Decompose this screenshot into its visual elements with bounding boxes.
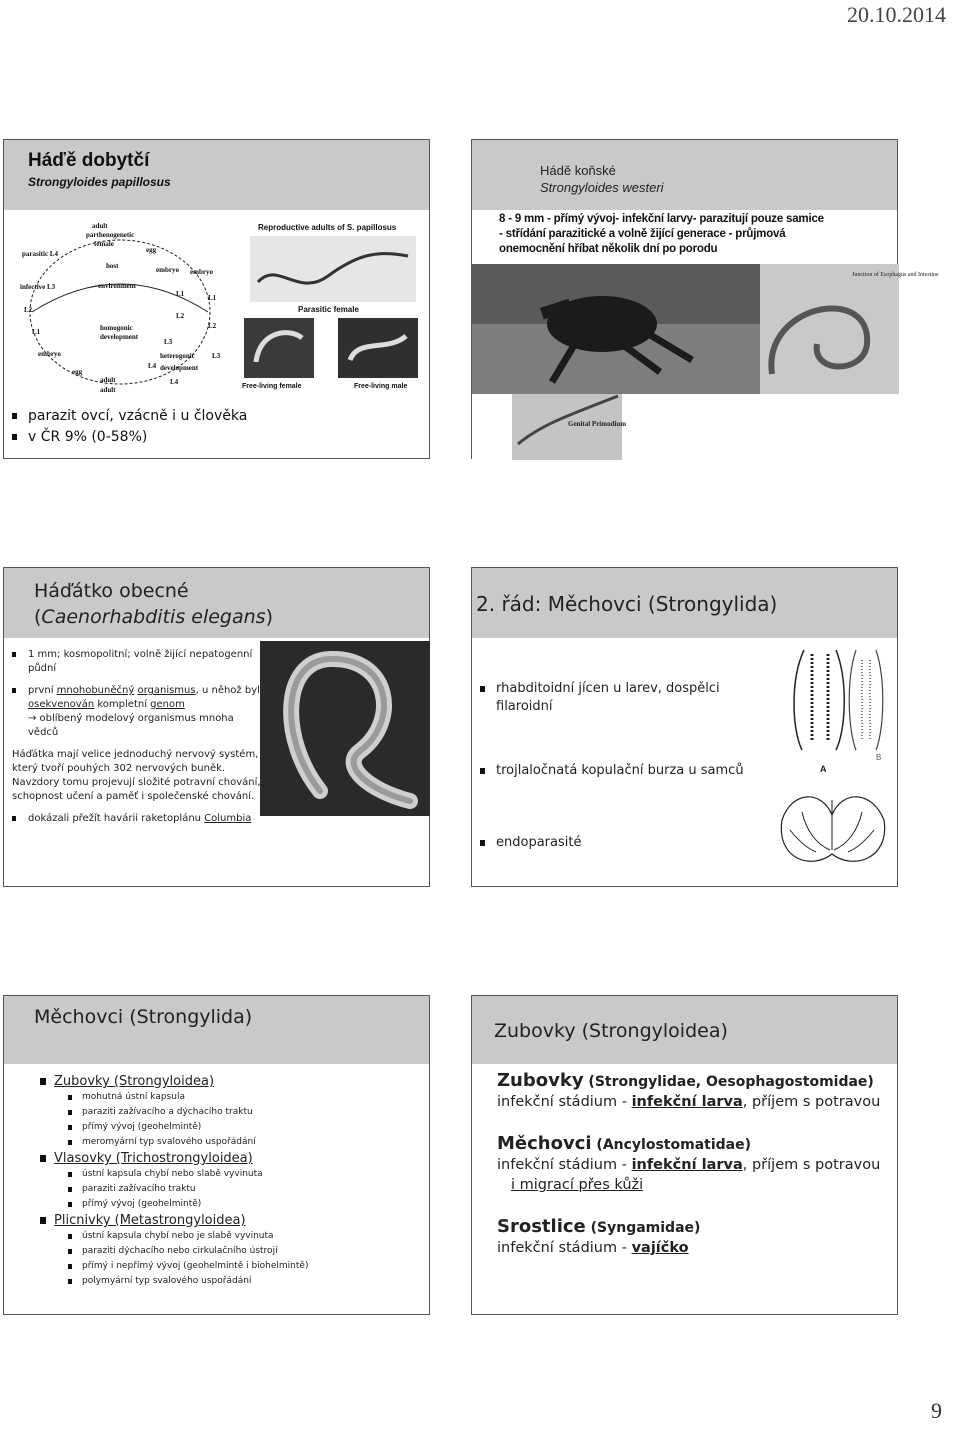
sub-item: ústní kapsula chybí nebo slabě vyvinuta xyxy=(68,1167,430,1182)
group-heading xyxy=(40,1073,430,1090)
label-heterogonic: heterogonic xyxy=(160,352,195,360)
label-l4: L4 xyxy=(148,362,157,370)
stage-emphasis: infekční larva xyxy=(631,1094,743,1110)
label-infective-l3: infective L3 xyxy=(20,283,56,291)
text-run: dokázali přežít havárii raketoplánu xyxy=(28,813,205,824)
label-l2: L2 xyxy=(24,306,33,314)
esophagus-and-bursa-drawing xyxy=(772,640,899,888)
stage-emphasis: vajíčko xyxy=(631,1240,689,1256)
photo-caption-parasitic: Parasitic female xyxy=(298,305,359,314)
label-embryo: embryo xyxy=(156,266,179,274)
label-l1-2: L1 xyxy=(208,294,217,302)
slide-strongyloides-papillosus xyxy=(3,139,430,459)
label-development: development xyxy=(100,333,139,341)
reproductive-adults-photo xyxy=(238,220,424,390)
family-stage-continued xyxy=(497,1175,897,1195)
label-host: host xyxy=(106,262,119,270)
label-adult-2: adult xyxy=(100,376,116,384)
desc-line: onemocnění hříbat několik dní po porodu xyxy=(499,243,718,255)
label-egg-2: egg xyxy=(72,368,83,376)
label-adult: adult xyxy=(92,222,108,230)
label-a: A xyxy=(820,764,827,774)
family-block xyxy=(497,1217,897,1258)
bullet-list xyxy=(12,648,262,740)
bullet-item xyxy=(12,684,262,740)
slide-strongylida-order xyxy=(471,567,898,887)
stage-emphasis: infekční larva xyxy=(631,1157,743,1173)
family-detail: (Strongylidae, Oesophagostomidae) xyxy=(583,1074,874,1090)
slide-title: Zubovky (Strongyloidea) xyxy=(472,996,897,1064)
group-heading xyxy=(40,1150,430,1167)
label-l1: L1 xyxy=(176,290,185,298)
family-detail: (Syngamidae) xyxy=(585,1220,701,1236)
life-cycle-diagram xyxy=(8,216,228,394)
slide-description xyxy=(499,212,824,257)
family-block xyxy=(497,1134,897,1195)
slide-body xyxy=(40,1073,430,1289)
label-adult-3: adult xyxy=(100,386,116,394)
species-name: Caenorhabditis elegans xyxy=(41,606,266,628)
text-run: infekční stádium - xyxy=(497,1094,632,1110)
label-l3: L3 xyxy=(164,338,173,346)
sub-item: mohutná ústní kapsula xyxy=(68,1090,430,1105)
family-name: Srostlice xyxy=(497,1216,586,1237)
family-block xyxy=(497,1071,897,1112)
sub-item: paraziti zažívacího traktu xyxy=(68,1182,430,1197)
label-embryo-3: embryo xyxy=(38,350,61,358)
sub-list xyxy=(40,1229,430,1289)
slide-strongyloides-westeri xyxy=(471,139,939,459)
slide-title: Háďě dobytčí xyxy=(28,150,150,171)
photo-caption-female: Free-living female xyxy=(242,383,302,390)
label-development-2: development xyxy=(160,364,199,372)
link-genom[interactable]: genom xyxy=(150,699,185,710)
family-detail: (Ancylostomatidae) xyxy=(591,1137,751,1153)
sub-item: paraziti dýchacího nebo cirkulačního ústrojí xyxy=(68,1244,430,1259)
family-name: Zubovky xyxy=(497,1070,584,1091)
label-l1-3: L1 xyxy=(32,328,41,336)
slide-subtitle: (Caenorhabditis elegans) xyxy=(34,606,273,628)
slide-title: 2. řád: Měchovci (Strongylida) xyxy=(472,568,897,638)
label-l2-3: L2 xyxy=(208,322,217,330)
slide-strongylida-groups xyxy=(3,995,430,1315)
slide-title: Háďátko obecné xyxy=(34,580,189,602)
link-mnohobunecny[interactable]: mnohobuněčný xyxy=(56,685,135,696)
sub-item: přímý vývoj (geohelmintě) xyxy=(68,1197,430,1212)
photo-caption-top: Reproductive adults of S. papillosus xyxy=(258,223,397,232)
text-run: infekční stádium - xyxy=(497,1240,632,1256)
family-stage xyxy=(497,1238,897,1258)
sub-item: přímý i nepřímý vývoj (geohelmintě i biohelmintě) xyxy=(68,1259,430,1274)
label-environment: environment xyxy=(98,282,136,290)
text-run: infekční stádium - xyxy=(497,1157,632,1173)
slide-header xyxy=(4,140,429,210)
group-name: Plicnivky (Metastrongyloidea) xyxy=(54,1213,246,1228)
label-parthenogenetic: parthenogenetic xyxy=(86,231,135,239)
bullet-item: rhabditoidní jícen u larev, dospělci filaroidní xyxy=(480,680,780,716)
family-heading xyxy=(497,1071,897,1092)
bullet-list xyxy=(480,680,780,852)
family-heading xyxy=(497,1217,897,1238)
family-heading xyxy=(497,1134,897,1155)
bullet-item xyxy=(12,812,262,826)
bullet-item: parazit ovcí, vzácně i u člověka xyxy=(12,408,247,424)
bullet-item: trojlaločnatá kopulační burza u samců xyxy=(480,762,780,780)
text-run: kompletní xyxy=(94,699,151,710)
bullet-list xyxy=(12,812,262,826)
bullet-list xyxy=(12,408,247,450)
slide-body xyxy=(497,1071,897,1280)
slide-header xyxy=(4,568,429,638)
family-stage xyxy=(497,1092,897,1112)
link-columbia[interactable]: Columbia xyxy=(204,813,252,824)
slide-body xyxy=(12,648,262,826)
slide-title: Hádě koňské xyxy=(540,163,616,178)
group-heading xyxy=(40,1212,430,1229)
label-b: B xyxy=(876,753,882,762)
link-osekvenovan[interactable]: osekvenován xyxy=(28,699,95,710)
label-l3-2: L3 xyxy=(212,352,221,360)
photo-caption-male: Free-living male xyxy=(354,383,408,390)
label-egg: egg xyxy=(146,246,157,254)
family-name: Měchovci xyxy=(497,1133,592,1154)
group-name: Zubovky (Strongyloidea) xyxy=(54,1074,215,1089)
label-l2-2: L2 xyxy=(176,312,185,320)
label-female: female xyxy=(94,240,114,248)
paragraph: Háďátka mají velice jednoduchý nervový systém, který tvoří pouhých 302 nervových buněk. Navzdory tomu projevují složité potravní chování, schopnost učení a paměť i společenské chování. xyxy=(12,749,261,802)
sub-item: paraziti zažívacího a dýchacího traktu xyxy=(68,1105,430,1120)
label-parasitic-l4: parasitic L4 xyxy=(22,250,58,258)
text-run: první xyxy=(28,685,57,696)
foal-and-larva-photos xyxy=(472,264,939,460)
sub-list xyxy=(40,1090,430,1150)
slide-caenorhabditis-elegans xyxy=(3,567,430,887)
label-esophagus: Junction of Esophagus and Intestine xyxy=(852,272,939,278)
slide-subtitle: Strongyloides westeri xyxy=(540,180,664,195)
bullet-item: endoparasité xyxy=(480,834,780,852)
slide-strongyloidea xyxy=(471,995,898,1315)
slide-subtitle: Strongyloides papillosus xyxy=(28,175,171,189)
slide-title: Měchovci (Strongylida) xyxy=(4,996,429,1064)
page-number: 9 xyxy=(931,1398,942,1423)
label-embryo-2: embryo xyxy=(190,268,213,276)
label-homogonic: homogonic xyxy=(100,324,133,332)
sub-list xyxy=(40,1167,430,1212)
page-date: 20.10.2014 xyxy=(847,2,946,27)
label-l4-2: L4 xyxy=(170,378,179,386)
desc-line: 8 - 9 mm - přímý vývoj- infekční larvy- parazitují pouze samice xyxy=(499,213,824,225)
text-run: i migrací přes kůži xyxy=(511,1177,644,1193)
bullet-item: 1 mm; kosmopolitní; volně žijící nepatogenní půdní xyxy=(12,648,262,676)
sub-item: přímý vývoj (geohelmintě) xyxy=(68,1120,430,1135)
text-run: , u něhož byl xyxy=(195,685,260,696)
family-stage xyxy=(497,1155,897,1175)
bullet-item: v ČR 9% (0-58%) xyxy=(12,429,247,445)
desc-line: - střídání parazitické a volně žijící generace - průjmová xyxy=(499,228,786,240)
text-run: , příjem s potravou xyxy=(742,1157,881,1173)
slide-header xyxy=(472,140,897,210)
link-organismus[interactable]: organismus xyxy=(137,685,196,696)
sub-item: ústní kapsula chybí nebo je slabě vyvinuta xyxy=(68,1229,430,1244)
sub-item: polymyární typ svalového uspořádání xyxy=(68,1274,430,1289)
text-run: → oblíbený modelový organismus mnoha vědců xyxy=(28,713,234,738)
sub-item: meromyární typ svalového uspořádání xyxy=(68,1135,430,1150)
label-genital-primordium: Genital Primodium xyxy=(568,420,627,428)
c-elegans-sem-photo xyxy=(260,641,430,816)
group-name: Vlasovky (Trichostrongyloidea) xyxy=(54,1151,253,1166)
text-run: , příjem s potravou xyxy=(742,1094,881,1110)
